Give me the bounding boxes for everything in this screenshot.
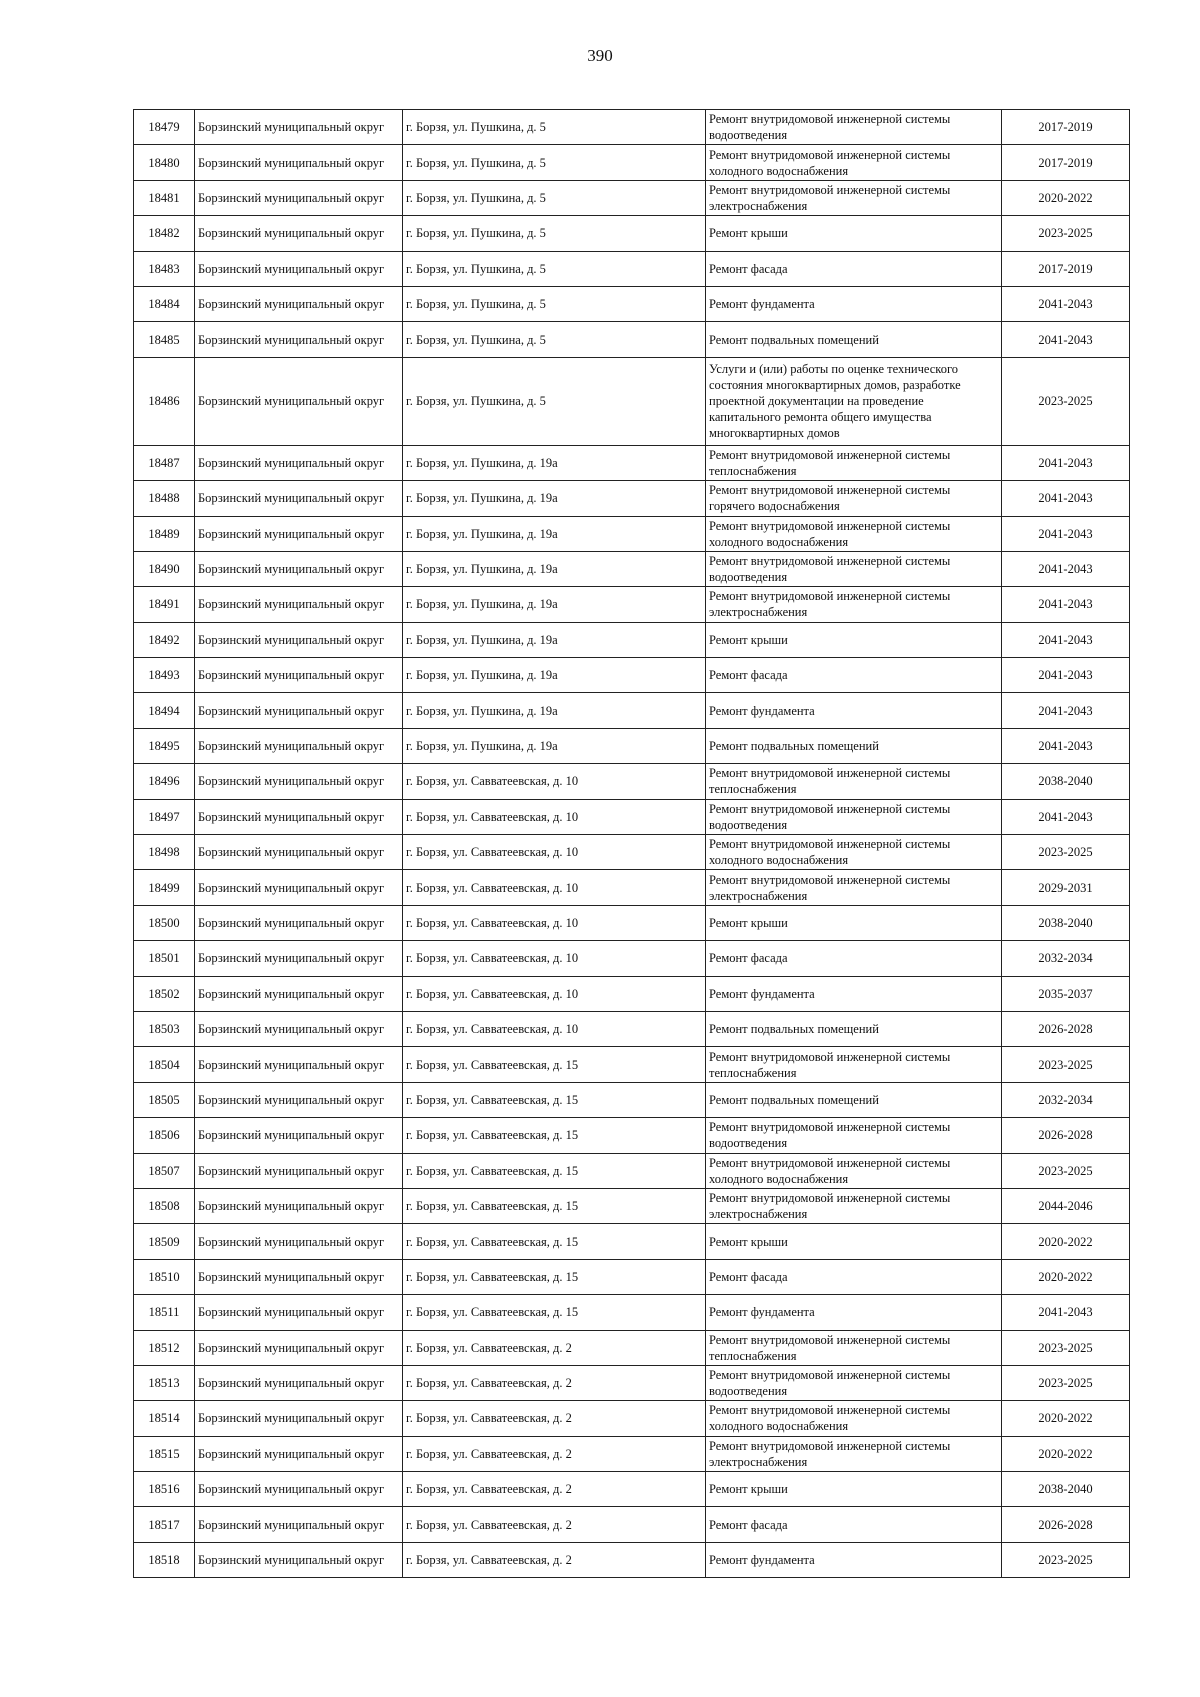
table-row [134,1259,1130,1294]
table-row [134,799,1130,834]
table-row [134,587,1130,622]
period-cell: 2041-2043 [1002,481,1130,516]
table-row [134,322,1130,357]
address-cell: г. Борзя, ул. Пушкина, д. 5 [403,286,706,321]
row-number-cell: 18492 [134,622,195,657]
row-number-cell: 18518 [134,1542,195,1577]
period-cell: 2017-2019 [1002,110,1130,145]
table-row [134,693,1130,728]
row-number-cell: 18496 [134,764,195,799]
district-cell: Борзинский муниципальный округ [195,1295,403,1330]
row-number-cell: 18501 [134,941,195,976]
address-cell: г. Борзя, ул. Савватеевская, д. 2 [403,1365,706,1400]
period-cell: 2017-2019 [1002,251,1130,286]
row-number-cell: 18512 [134,1330,195,1365]
work-type-cell: Ремонт внутридомовой инженерной системы водоотведения [706,1118,1002,1153]
address-cell: г. Борзя, ул. Савватеевская, д. 10 [403,835,706,870]
table-row [134,481,1130,516]
period-cell: 2020-2022 [1002,1401,1130,1436]
period-cell: 2026-2028 [1002,1118,1130,1153]
district-cell: Борзинский муниципальный округ [195,1047,403,1082]
address-cell: г. Борзя, ул. Пушкина, д. 5 [403,322,706,357]
address-cell: г. Борзя, ул. Савватеевская, д. 15 [403,1188,706,1223]
period-cell: 2020-2022 [1002,1259,1130,1294]
row-number-cell: 18504 [134,1047,195,1082]
row-number-cell: 18494 [134,693,195,728]
district-cell: Борзинский муниципальный округ [195,1365,403,1400]
table-row [134,180,1130,215]
table-row [134,1224,1130,1259]
address-cell: г. Борзя, ул. Савватеевская, д. 2 [403,1401,706,1436]
work-type-cell: Ремонт внутридомовой инженерной системы горячего водоснабжения [706,481,1002,516]
district-cell: Борзинский муниципальный округ [195,728,403,763]
registry-table-body [134,110,1130,1578]
address-cell: г. Борзя, ул. Пушкина, д. 19а [403,445,706,480]
table-row [134,976,1130,1011]
address-cell: г. Борзя, ул. Пушкина, д. 5 [403,357,706,445]
district-cell: Борзинский муниципальный округ [195,1011,403,1046]
address-cell: г. Борзя, ул. Савватеевская, д. 15 [403,1082,706,1117]
district-cell: Борзинский муниципальный округ [195,941,403,976]
row-number-cell: 18507 [134,1153,195,1188]
period-cell: 2041-2043 [1002,445,1130,480]
table-row [134,551,1130,586]
row-number-cell: 18511 [134,1295,195,1330]
table-row [134,1401,1130,1436]
work-type-cell: Ремонт внутридомовой инженерной системы холодного водоснабжения [706,1153,1002,1188]
period-cell: 2032-2034 [1002,1082,1130,1117]
district-cell: Борзинский муниципальный округ [195,551,403,586]
address-cell: г. Борзя, ул. Савватеевская, д. 2 [403,1542,706,1577]
address-cell: г. Борзя, ул. Савватеевская, д. 15 [403,1259,706,1294]
work-type-cell: Ремонт фундамента [706,1295,1002,1330]
table-row [134,1118,1130,1153]
row-number-cell: 18514 [134,1401,195,1436]
period-cell: 2035-2037 [1002,976,1130,1011]
row-number-cell: 18493 [134,658,195,693]
period-cell: 2041-2043 [1002,622,1130,657]
table-row [134,1188,1130,1223]
address-cell: г. Борзя, ул. Пушкина, д. 19а [403,587,706,622]
address-cell: г. Борзя, ул. Пушкина, д. 19а [403,728,706,763]
row-number-cell: 18480 [134,145,195,180]
work-type-cell: Ремонт крыши [706,1472,1002,1507]
address-cell: г. Борзя, ул. Савватеевская, д. 10 [403,976,706,1011]
district-cell: Борзинский муниципальный округ [195,145,403,180]
address-cell: г. Борзя, ул. Савватеевская, д. 10 [403,941,706,976]
row-number-cell: 18486 [134,357,195,445]
address-cell: г. Борзя, ул. Пушкина, д. 19а [403,516,706,551]
table-row [134,1047,1130,1082]
district-cell: Борзинский муниципальный округ [195,286,403,321]
district-cell: Борзинский муниципальный округ [195,622,403,657]
row-number-cell: 18490 [134,551,195,586]
row-number-cell: 18508 [134,1188,195,1223]
period-cell: 2020-2022 [1002,1224,1130,1259]
district-cell: Борзинский муниципальный округ [195,251,403,286]
address-cell: г. Борзя, ул. Савватеевская, д. 15 [403,1153,706,1188]
district-cell: Борзинский муниципальный округ [195,1401,403,1436]
district-cell: Борзинский муниципальный округ [195,1259,403,1294]
row-number-cell: 18506 [134,1118,195,1153]
table-row [134,110,1130,145]
work-type-cell: Ремонт внутридомовой инженерной системы холодного водоснабжения [706,145,1002,180]
table-row [134,1153,1130,1188]
row-number-cell: 18516 [134,1472,195,1507]
table-row [134,1507,1130,1542]
period-cell: 2020-2022 [1002,1436,1130,1471]
district-cell: Борзинский муниципальный округ [195,216,403,251]
period-cell: 2041-2043 [1002,551,1130,586]
district-cell: Борзинский муниципальный округ [195,1436,403,1471]
work-type-cell: Ремонт фундамента [706,693,1002,728]
period-cell: 2023-2025 [1002,1153,1130,1188]
address-cell: г. Борзя, ул. Пушкина, д. 5 [403,216,706,251]
work-type-cell: Ремонт внутридомовой инженерной системы водоотведения [706,110,1002,145]
work-type-cell: Ремонт фасада [706,658,1002,693]
work-type-cell: Ремонт фасада [706,941,1002,976]
work-type-cell: Ремонт внутридомовой инженерной системы холодного водоснабжения [706,516,1002,551]
work-type-cell: Услуги и (или) работы по оценке технического состояния многоквартирных домов, разработке проектной документации на проведение капитального ремонта общего имущества многоквартирных домов [706,357,1002,445]
district-cell: Борзинский муниципальный округ [195,870,403,905]
row-number-cell: 18497 [134,799,195,834]
district-cell: Борзинский муниципальный округ [195,1507,403,1542]
address-cell: г. Борзя, ул. Савватеевская, д. 15 [403,1047,706,1082]
work-type-cell: Ремонт подвальных помещений [706,322,1002,357]
district-cell: Борзинский муниципальный округ [195,1153,403,1188]
period-cell: 2041-2043 [1002,693,1130,728]
period-cell: 2038-2040 [1002,764,1130,799]
row-number-cell: 18491 [134,587,195,622]
table-row [134,1011,1130,1046]
address-cell: г. Борзя, ул. Савватеевская, д. 10 [403,799,706,834]
period-cell: 2041-2043 [1002,322,1130,357]
table-row [134,658,1130,693]
work-type-cell: Ремонт внутридомовой инженерной системы электроснабжения [706,1436,1002,1471]
district-cell: Борзинский муниципальный округ [195,322,403,357]
table-row [134,1295,1130,1330]
address-cell: г. Борзя, ул. Савватеевская, д. 2 [403,1507,706,1542]
work-type-cell: Ремонт внутридомовой инженерной системы теплоснабжения [706,1330,1002,1365]
address-cell: г. Борзя, ул. Пушкина, д. 5 [403,110,706,145]
period-cell: 2038-2040 [1002,1472,1130,1507]
period-cell: 2041-2043 [1002,728,1130,763]
period-cell: 2023-2025 [1002,1365,1130,1400]
district-cell: Борзинский муниципальный округ [195,1118,403,1153]
table-row [134,764,1130,799]
table-row [134,835,1130,870]
period-cell: 2032-2034 [1002,941,1130,976]
district-cell: Борзинский муниципальный округ [195,516,403,551]
table-row [134,145,1130,180]
table-row [134,445,1130,480]
work-type-cell: Ремонт подвальных помещений [706,728,1002,763]
row-number-cell: 18498 [134,835,195,870]
district-cell: Борзинский муниципальный округ [195,1330,403,1365]
address-cell: г. Борзя, ул. Савватеевская, д. 2 [403,1330,706,1365]
table-row [134,1542,1130,1577]
period-cell: 2023-2025 [1002,1047,1130,1082]
address-cell: г. Борзя, ул. Савватеевская, д. 15 [403,1295,706,1330]
row-number-cell: 18483 [134,251,195,286]
district-cell: Борзинский муниципальный округ [195,1224,403,1259]
table-row [134,216,1130,251]
row-number-cell: 18510 [134,1259,195,1294]
row-number-cell: 18502 [134,976,195,1011]
district-cell: Борзинский муниципальный округ [195,976,403,1011]
work-type-cell: Ремонт фасада [706,251,1002,286]
period-cell: 2020-2022 [1002,180,1130,215]
period-cell: 2017-2019 [1002,145,1130,180]
period-cell: 2023-2025 [1002,357,1130,445]
district-cell: Борзинский муниципальный округ [195,1542,403,1577]
address-cell: г. Борзя, ул. Савватеевская, д. 10 [403,905,706,940]
period-cell: 2041-2043 [1002,658,1130,693]
district-cell: Борзинский муниципальный округ [195,835,403,870]
period-cell: 2041-2043 [1002,516,1130,551]
row-number-cell: 18487 [134,445,195,480]
registry-table [133,109,1130,1578]
address-cell: г. Борзя, ул. Савватеевская, д. 10 [403,1011,706,1046]
row-number-cell: 18482 [134,216,195,251]
work-type-cell: Ремонт внутридомовой инженерной системы электроснабжения [706,180,1002,215]
period-cell: 2041-2043 [1002,799,1130,834]
address-cell: г. Борзя, ул. Савватеевская, д. 15 [403,1118,706,1153]
address-cell: г. Борзя, ул. Пушкина, д. 5 [403,251,706,286]
row-number-cell: 18481 [134,180,195,215]
district-cell: Борзинский муниципальный округ [195,180,403,215]
work-type-cell: Ремонт внутридомовой инженерной системы теплоснабжения [706,764,1002,799]
period-cell: 2023-2025 [1002,835,1130,870]
address-cell: г. Борзя, ул. Пушкина, д. 19а [403,658,706,693]
district-cell: Борзинский муниципальный округ [195,1472,403,1507]
row-number-cell: 18485 [134,322,195,357]
district-cell: Борзинский муниципальный округ [195,764,403,799]
work-type-cell: Ремонт внутридомовой инженерной системы электроснабжения [706,1188,1002,1223]
row-number-cell: 18499 [134,870,195,905]
row-number-cell: 18513 [134,1365,195,1400]
period-cell: 2026-2028 [1002,1507,1130,1542]
work-type-cell: Ремонт крыши [706,1224,1002,1259]
row-number-cell: 18515 [134,1436,195,1471]
table-row [134,1472,1130,1507]
work-type-cell: Ремонт внутридомовой инженерной системы электроснабжения [706,870,1002,905]
district-cell: Борзинский муниципальный округ [195,481,403,516]
address-cell: г. Борзя, ул. Савватеевская, д. 2 [403,1436,706,1471]
period-cell: 2041-2043 [1002,1295,1130,1330]
address-cell: г. Борзя, ул. Пушкина, д. 19а [403,693,706,728]
work-type-cell: Ремонт внутридомовой инженерной системы теплоснабжения [706,445,1002,480]
row-number-cell: 18509 [134,1224,195,1259]
address-cell: г. Борзя, ул. Пушкина, д. 19а [403,622,706,657]
table-row [134,1365,1130,1400]
district-cell: Борзинский муниципальный округ [195,110,403,145]
address-cell: г. Борзя, ул. Савватеевская, д. 10 [403,870,706,905]
row-number-cell: 18495 [134,728,195,763]
period-cell: 2038-2040 [1002,905,1130,940]
period-cell: 2023-2025 [1002,1542,1130,1577]
work-type-cell: Ремонт подвальных помещений [706,1082,1002,1117]
work-type-cell: Ремонт крыши [706,622,1002,657]
row-number-cell: 18505 [134,1082,195,1117]
district-cell: Борзинский муниципальный округ [195,445,403,480]
table-row [134,516,1130,551]
table-row [134,622,1130,657]
work-type-cell: Ремонт фасада [706,1507,1002,1542]
table-row [134,905,1130,940]
row-number-cell: 18479 [134,110,195,145]
work-type-cell: Ремонт внутридомовой инженерной системы теплоснабжения [706,1047,1002,1082]
table-row [134,728,1130,763]
work-type-cell: Ремонт подвальных помещений [706,1011,1002,1046]
work-type-cell: Ремонт фасада [706,1259,1002,1294]
work-type-cell: Ремонт внутридомовой инженерной системы холодного водоснабжения [706,1401,1002,1436]
table-row [134,941,1130,976]
address-cell: г. Борзя, ул. Пушкина, д. 5 [403,145,706,180]
district-cell: Борзинский муниципальный округ [195,799,403,834]
work-type-cell: Ремонт внутридомовой инженерной системы водоотведения [706,551,1002,586]
row-number-cell: 18484 [134,286,195,321]
period-cell: 2023-2025 [1002,1330,1130,1365]
address-cell: г. Борзя, ул. Савватеевская, д. 15 [403,1224,706,1259]
address-cell: г. Борзя, ул. Пушкина, д. 5 [403,180,706,215]
period-cell: 2029-2031 [1002,870,1130,905]
table-row [134,870,1130,905]
district-cell: Борзинский муниципальный округ [195,357,403,445]
table-row [134,1330,1130,1365]
period-cell: 2041-2043 [1002,286,1130,321]
address-cell: г. Борзя, ул. Савватеевская, д. 10 [403,764,706,799]
district-cell: Борзинский муниципальный округ [195,693,403,728]
period-cell: 2041-2043 [1002,587,1130,622]
row-number-cell: 18500 [134,905,195,940]
row-number-cell: 18489 [134,516,195,551]
district-cell: Борзинский муниципальный округ [195,1188,403,1223]
row-number-cell: 18503 [134,1011,195,1046]
work-type-cell: Ремонт внутридомовой инженерной системы электроснабжения [706,587,1002,622]
district-cell: Борзинский муниципальный округ [195,1082,403,1117]
table-row [134,1082,1130,1117]
table-row [134,286,1130,321]
period-cell: 2023-2025 [1002,216,1130,251]
row-number-cell: 18517 [134,1507,195,1542]
district-cell: Борзинский муниципальный округ [195,905,403,940]
work-type-cell: Ремонт крыши [706,216,1002,251]
district-cell: Борзинский муниципальный округ [195,658,403,693]
table-row [134,1436,1130,1471]
address-cell: г. Борзя, ул. Пушкина, д. 19а [403,481,706,516]
work-type-cell: Ремонт фундамента [706,286,1002,321]
work-type-cell: Ремонт крыши [706,905,1002,940]
work-type-cell: Ремонт внутридомовой инженерной системы водоотведения [706,1365,1002,1400]
district-cell: Борзинский муниципальный округ [195,587,403,622]
row-number-cell: 18488 [134,481,195,516]
table-row [134,251,1130,286]
page-number: 390 [587,46,613,65]
address-cell: г. Борзя, ул. Пушкина, д. 19а [403,551,706,586]
work-type-cell: Ремонт фундамента [706,976,1002,1011]
work-type-cell: Ремонт внутридомовой инженерной системы водоотведения [706,799,1002,834]
work-type-cell: Ремонт внутридомовой инженерной системы холодного водоснабжения [706,835,1002,870]
work-type-cell: Ремонт фундамента [706,1542,1002,1577]
period-cell: 2026-2028 [1002,1011,1130,1046]
address-cell: г. Борзя, ул. Савватеевская, д. 2 [403,1472,706,1507]
period-cell: 2044-2046 [1002,1188,1130,1223]
table-row [134,357,1130,445]
